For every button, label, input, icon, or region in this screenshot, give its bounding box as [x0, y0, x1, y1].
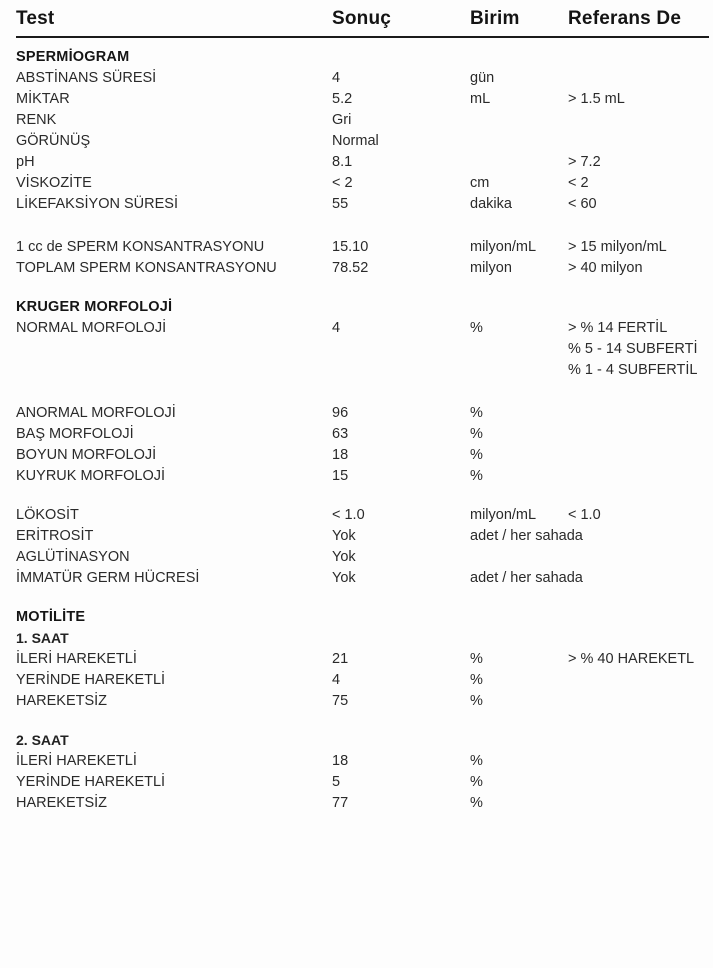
cell-unit: % [470, 774, 483, 790]
cell-unit: milyon [470, 260, 512, 276]
cell-test: YERİNDE HAREKETLİ [16, 774, 166, 790]
table-row [16, 445, 709, 466]
cell-reference: % 5 - 14 SUBFERTİ [568, 341, 698, 357]
table-row [16, 152, 709, 173]
cell-result: 96 [332, 405, 349, 421]
cell-unit: milyon/mL [470, 239, 537, 255]
table-row [16, 89, 709, 110]
section-heading-row [16, 47, 709, 68]
section-heading-row [16, 297, 709, 318]
column-header-result: Sonuç [332, 8, 392, 29]
cell-unit: % [470, 426, 483, 442]
cell-test: ERİTROSİT [16, 528, 94, 544]
results-table-body [16, 38, 709, 814]
cell-test: RENK [16, 112, 57, 128]
cell-result: 5.2 [332, 91, 353, 107]
cell-test: LÖKOSİT [16, 507, 79, 523]
reference-continuation-row [16, 339, 709, 360]
table-row [16, 691, 709, 712]
cell-test: pH [16, 154, 35, 170]
cell-test: NORMAL MORFOLOJİ [16, 320, 167, 336]
cell-result: 8.1 [332, 154, 353, 170]
reference-continuation-row [16, 360, 709, 381]
cell-unit: % [470, 405, 483, 421]
cell-unit: % [470, 447, 483, 463]
cell-test: 2. SAAT [16, 732, 69, 748]
cell-reference: > 7.2 [568, 154, 601, 170]
cell-test: GÖRÜNÜŞ [16, 133, 91, 149]
cell-result: 4 [332, 320, 341, 336]
table-row [16, 424, 709, 445]
row-spacer [16, 487, 709, 505]
cell-test: KRUGER MORFOLOJİ [16, 299, 173, 315]
table-row [16, 131, 709, 152]
cell-result: 4 [332, 672, 341, 688]
table-row [16, 258, 709, 279]
cell-test: TOPLAM SPERM KONSANTRASYONU [16, 260, 277, 276]
cell-unit: adet / her sahada [470, 528, 583, 544]
cell-test: SPERMİOGRAM [16, 49, 130, 65]
subsection-heading-row [16, 730, 709, 751]
cell-test: ABSTİNANS SÜRESİ [16, 70, 157, 86]
cell-result: 77 [332, 795, 349, 811]
cell-test: KUYRUK MORFOLOJİ [16, 468, 166, 484]
row-indent [16, 360, 568, 381]
cell-unit: % [470, 651, 483, 667]
cell-reference: > % 14 FERTİL [568, 320, 668, 336]
cell-test: İLERİ HAREKETLİ [16, 753, 137, 769]
table-row [16, 194, 709, 215]
cell-result: 5 [332, 774, 341, 790]
table-row [16, 568, 709, 589]
cell-result: 15.10 [332, 239, 369, 255]
cell-unit: % [470, 320, 483, 336]
section-heading-row [16, 607, 709, 628]
cell-test: 1. SAAT [16, 630, 69, 646]
cell-test: HAREKETSİZ [16, 693, 108, 709]
cell-unit: % [470, 693, 483, 709]
table-row [16, 110, 709, 131]
cell-unit: % [470, 672, 483, 688]
cell-test: BOYUN MORFOLOJİ [16, 447, 157, 463]
cell-reference: < 2 [568, 175, 589, 191]
cell-reference: < 1.0 [568, 507, 601, 523]
cell-reference: > % 40 HAREKETL [568, 651, 695, 667]
cell-test: LİKEFAKSİYON SÜRESİ [16, 196, 178, 212]
cell-result: 4 [332, 70, 341, 86]
cell-result: < 2 [332, 175, 353, 191]
cell-result: 63 [332, 426, 349, 442]
cell-reference: > 40 milyon [568, 260, 643, 276]
row-spacer [16, 215, 709, 237]
cell-reference: > 1.5 mL [568, 91, 625, 107]
cell-reference: < 60 [568, 196, 597, 212]
cell-test: YERİNDE HAREKETLİ [16, 672, 166, 688]
cell-result: 15 [332, 468, 349, 484]
table-row [16, 793, 709, 814]
row-spacer [16, 279, 709, 297]
cell-test: 1 cc de SPERM KONSANTRASYONU [16, 239, 265, 255]
cell-unit: gün [470, 70, 495, 86]
cell-reference: % 1 - 4 SUBFERTİL [568, 362, 698, 378]
cell-test: AGLÜTİNASYON [16, 549, 130, 565]
cell-unit: % [470, 468, 483, 484]
row-spacer [16, 381, 709, 403]
cell-result: Normal [332, 133, 379, 149]
cell-result: Yok [332, 570, 356, 586]
cell-test: ANORMAL MORFOLOJİ [16, 405, 176, 421]
cell-result: Gri [332, 112, 352, 128]
cell-result: Yok [332, 528, 356, 544]
cell-result: 21 [332, 651, 349, 667]
cell-test: VİSKOZİTE [16, 175, 92, 191]
table-row [16, 526, 709, 547]
cell-result: 18 [332, 753, 349, 769]
table-row [16, 649, 709, 670]
cell-test: MOTİLİTE [16, 609, 86, 625]
cell-unit: cm [470, 175, 490, 191]
cell-result: 75 [332, 693, 349, 709]
row-spacer [16, 589, 709, 607]
cell-test: MİKTAR [16, 91, 70, 107]
column-header-test: Test [16, 8, 55, 29]
table-row [16, 547, 709, 568]
cell-reference: > 15 milyon/mL [568, 239, 667, 255]
subsection-heading-row [16, 628, 709, 649]
table-header [16, 0, 709, 38]
table-row [16, 466, 709, 487]
table-row [16, 670, 709, 691]
table-row [16, 772, 709, 793]
cell-result: Yok [332, 549, 356, 565]
column-header-reference: Referans De [568, 8, 682, 29]
table-row [16, 318, 709, 339]
table-row [16, 173, 709, 194]
cell-unit: % [470, 753, 483, 769]
row-indent [16, 339, 568, 360]
cell-test: HAREKETSİZ [16, 795, 108, 811]
cell-unit: dakika [470, 196, 512, 212]
row-spacer [16, 712, 709, 730]
cell-result: 18 [332, 447, 349, 463]
cell-unit: % [470, 795, 483, 811]
column-header-unit: Birim [470, 8, 520, 29]
table-row [16, 751, 709, 772]
cell-result: 55 [332, 196, 349, 212]
cell-result: 78.52 [332, 260, 369, 276]
table-row [16, 403, 709, 424]
table-row [16, 505, 709, 526]
cell-test: İMMATÜR GERM HÜCRESİ [16, 570, 200, 586]
cell-unit: milyon/mL [470, 507, 537, 523]
cell-test: İLERİ HAREKETLİ [16, 651, 137, 667]
cell-unit: adet / her sahada [470, 570, 583, 586]
cell-unit: mL [470, 91, 491, 107]
cell-result: < 1.0 [332, 507, 365, 523]
table-row [16, 68, 709, 89]
cell-test: BAŞ MORFOLOJİ [16, 426, 134, 442]
table-row [16, 237, 709, 258]
